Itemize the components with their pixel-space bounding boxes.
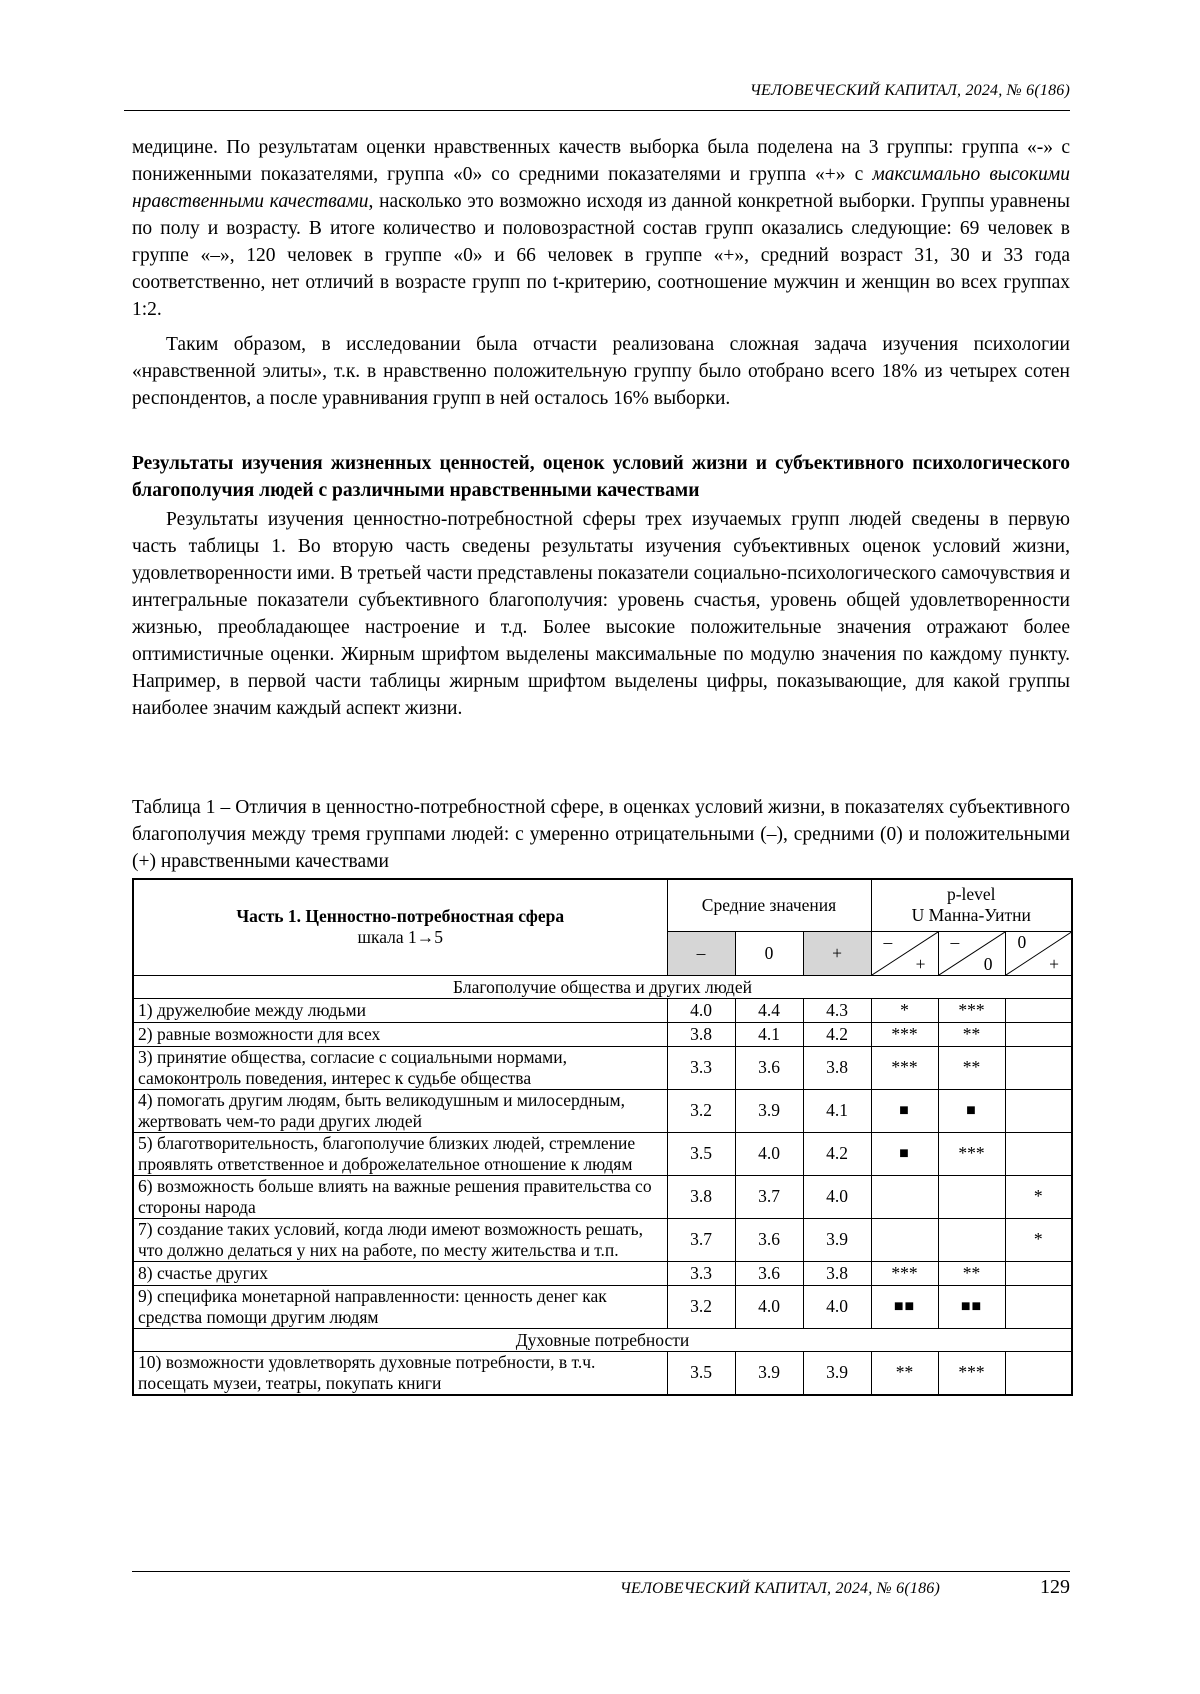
value-plus: 4.1	[803, 1089, 871, 1132]
value-minus: 3.5	[667, 1351, 735, 1395]
value-zero: 3.6	[735, 1261, 803, 1285]
row-label: 5) благотворительность, благополучие близких людей, стремление проявлять ответственное и доброжелательное отношение к людям	[133, 1132, 667, 1175]
value-zero: 4.0	[735, 1285, 803, 1328]
table-caption: Таблица 1 – Отличия в ценностно-потребностной сфере, в оценках условий жизни, в показателях субъективного благополучия между тремя группами людей: с умеренно отрицательными (–), средними (0) и положительными (+) нравственными качествами	[132, 797, 1070, 872]
value-zero: 3.7	[735, 1175, 803, 1218]
row-label: 8) счастье других	[133, 1261, 667, 1285]
value-zero: 3.9	[735, 1089, 803, 1132]
cmp2-bottom: 0	[983, 953, 993, 974]
value-minus: 3.5	[667, 1132, 735, 1175]
paragraph-3	[132, 506, 1070, 722]
value-zero: 4.1	[735, 1022, 803, 1046]
value-zero: 4.4	[735, 998, 803, 1022]
value-minus: 3.8	[667, 1022, 735, 1046]
value-plus: 4.0	[803, 1285, 871, 1328]
p-minus-plus: ■	[871, 1089, 938, 1132]
section-heading: Результаты изучения жизненных ценностей, оценок условий жизни и субъективного психологического благополучия людей с различными нравственными качествами	[132, 453, 1070, 501]
value-zero: 4.0	[735, 1132, 803, 1175]
value-minus: 3.2	[667, 1089, 735, 1132]
row-label: 10) возможности удовлетворять духовные потребности, в т.ч. посещать музеи, театры, покупать книги	[133, 1351, 667, 1395]
comparison-minus-zero-header	[938, 931, 1005, 975]
section-spiritual-needs: Духовные потребности	[133, 1328, 1072, 1351]
table-row	[133, 998, 1072, 1022]
p-minus-zero: ***	[938, 1351, 1005, 1395]
row-label: 3) принятие общества, согласие с социальными нормами, самоконтроль поведения, интерес к судьбе общества	[133, 1046, 667, 1089]
section-society-wellbeing: Благополучие общества и других людей	[133, 975, 1072, 998]
p-minus-zero: ■	[938, 1089, 1005, 1132]
value-minus: 4.0	[667, 998, 735, 1022]
table-scale: шкала 1→5	[357, 927, 443, 948]
value-plus: 4.0	[803, 1175, 871, 1218]
paragraph-1	[132, 134, 1070, 323]
footer-rule	[132, 1571, 1070, 1572]
p-zero-plus	[1005, 998, 1072, 1022]
row-label: 7) создание таких условий, когда люди имеют возможность решать, что должно делаться у них на работе, по месту жительства и т.п.	[133, 1218, 667, 1261]
header-rule	[124, 110, 1070, 111]
group-minus-header: –	[667, 931, 735, 975]
table-row	[133, 1285, 1072, 1328]
cmp3-bottom: +	[1049, 953, 1059, 974]
comparison-minus-plus-header	[871, 931, 938, 975]
value-zero: 3.9	[735, 1351, 803, 1395]
row-label: 4) помогать другим людям, быть великодушным и милосердным, жертвовать чем-то ради других людей	[133, 1089, 667, 1132]
value-plus: 3.9	[803, 1218, 871, 1261]
value-minus: 3.2	[667, 1285, 735, 1328]
paragraph-1-text-a: медицине. По результатам оценки нравственных качеств выборка была поделена на 3 группы: группа «-» с пониженными показателями, группа «0» со средними показателями и группа «+» с	[132, 137, 1070, 185]
plevel-line1: p-level	[946, 884, 996, 905]
p-zero-plus	[1005, 1046, 1072, 1089]
p-minus-zero: ***	[938, 998, 1005, 1022]
cmp3-top: 0	[1017, 931, 1027, 952]
cmp1-bottom: +	[915, 953, 926, 974]
table-row	[133, 1089, 1072, 1132]
p-minus-zero	[938, 1218, 1005, 1261]
p-minus-plus: **	[871, 1351, 938, 1395]
p-zero-plus	[1005, 1261, 1072, 1285]
value-plus: 3.9	[803, 1351, 871, 1395]
value-plus: 3.8	[803, 1046, 871, 1089]
p-zero-plus	[1005, 1089, 1072, 1132]
group-zero-header: 0	[735, 931, 803, 975]
table-row	[133, 1351, 1072, 1395]
p-zero-plus	[1005, 1132, 1072, 1175]
p-zero-plus: *	[1005, 1218, 1072, 1261]
row-label: 1) дружелюбие между людьми	[133, 998, 667, 1022]
paragraph-3-text: Результаты изучения ценностно-потребностной сферы трех изучаемых групп людей сведены в первую часть таблицы 1. Во вторую часть сведены результаты изучения субъективных оценок условий жизни, удовлетворенности ими. В третьей части представлены показатели социально-психологического самочувствия и интегральные показатели субъективного благополучия: уровень счастья, уровень общей удовлетворенности жизнью, преобладающее настроение и т.д. Более высокие положительные значения отражают более оптимистичные оценки. Жирным шрифтом выделены максимальные по модулю значения по каждому пункту. Например, в первой части таблицы жирным шрифтом выделены цифры, показывающие, для какой группы наиболее значим каждый аспект жизни.	[132, 509, 1070, 719]
p-minus-zero: **	[938, 1261, 1005, 1285]
value-plus: 4.3	[803, 998, 871, 1022]
row-label: 9) специфика монетарной направленности: ценность денег как средства помощи другим людям	[133, 1285, 667, 1328]
group-plus-header: +	[803, 931, 871, 975]
plevel-header	[871, 879, 1072, 931]
p-minus-zero	[938, 1175, 1005, 1218]
p-minus-plus: ***	[871, 1261, 938, 1285]
running-footer: ЧЕЛОВЕЧЕСКИЙ КАПИТАЛ, 2024, № 6(186)	[619, 1580, 940, 1597]
p-zero-plus	[1005, 1351, 1072, 1395]
means-header: Средние значения	[667, 879, 871, 931]
p-minus-plus: ***	[871, 1046, 938, 1089]
p-minus-zero: ■■	[938, 1285, 1005, 1328]
p-minus-plus: *	[871, 998, 938, 1022]
p-minus-plus	[871, 1218, 938, 1261]
p-minus-plus: ***	[871, 1022, 938, 1046]
p-minus-plus: ■■	[871, 1285, 938, 1328]
value-minus: 3.7	[667, 1218, 735, 1261]
value-zero: 3.6	[735, 1218, 803, 1261]
table-row	[133, 1022, 1072, 1046]
row-label: 6) возможность больше влиять на важные решения правительства со стороны народа	[133, 1175, 667, 1218]
p-zero-plus	[1005, 1022, 1072, 1046]
p-minus-plus: ■	[871, 1132, 938, 1175]
p-minus-zero: **	[938, 1022, 1005, 1046]
p-zero-plus: *	[1005, 1175, 1072, 1218]
value-zero: 3.6	[735, 1046, 803, 1089]
p-minus-plus	[871, 1175, 938, 1218]
value-minus: 3.8	[667, 1175, 735, 1218]
value-minus: 3.3	[667, 1046, 735, 1089]
paragraph-1-text-b: , насколько это возможно исходя из данной конкретной выборки. Группы уравнены по полу и возрасту. В итоге количество и половозрастной состав групп оказались следующие: 69 человек в группе «–», 120 человек в группе «0» и 66 человек в группе «+», средний возраст 31, 30 и 33 года соответственно, нет отличий в возрасте групп по t-критерию, соотношение мужчин и женщин во всех группах 1:2.	[132, 191, 1070, 320]
p-minus-zero: ***	[938, 1132, 1005, 1175]
plevel-line2: U Манна-Уитни	[911, 905, 1031, 926]
table-row	[133, 1261, 1072, 1285]
paragraph-2	[132, 331, 1070, 412]
table-part-title-cell	[133, 879, 667, 975]
cmp1-top: –	[883, 931, 893, 952]
comparison-zero-plus-header	[1005, 931, 1072, 975]
value-plus: 3.8	[803, 1261, 871, 1285]
results-table	[132, 878, 1073, 1396]
table-row	[133, 1218, 1072, 1261]
row-label: 2) равные возможности для всех	[133, 1022, 667, 1046]
table-row	[133, 1132, 1072, 1175]
value-plus: 4.2	[803, 1022, 871, 1046]
page-number: 129	[1040, 1576, 1070, 1598]
table-row	[133, 1175, 1072, 1218]
running-header: ЧЕЛОВЕЧЕСКИЙ КАПИТАЛ, 2024, № 6(186)	[749, 82, 1070, 99]
paragraph-1-italic: максимально высокими нравственными качествами	[132, 164, 1070, 212]
value-plus: 4.2	[803, 1132, 871, 1175]
cmp2-top: –	[950, 931, 960, 952]
p-minus-zero: **	[938, 1046, 1005, 1089]
table-row	[133, 1046, 1072, 1089]
p-zero-plus	[1005, 1285, 1072, 1328]
value-minus: 3.3	[667, 1261, 735, 1285]
table-part-title: Часть 1. Ценностно-потребностная сфера	[236, 906, 565, 927]
paragraph-2-text: Таким образом, в исследовании была отчасти реализована сложная задача изучения психологии «нравственной элиты», т.к. в нравственно положительную группу было отобрано всего 18% из четырех сотен респондентов, а после уравнивания групп в ней осталось 16% выборки.	[132, 334, 1070, 409]
